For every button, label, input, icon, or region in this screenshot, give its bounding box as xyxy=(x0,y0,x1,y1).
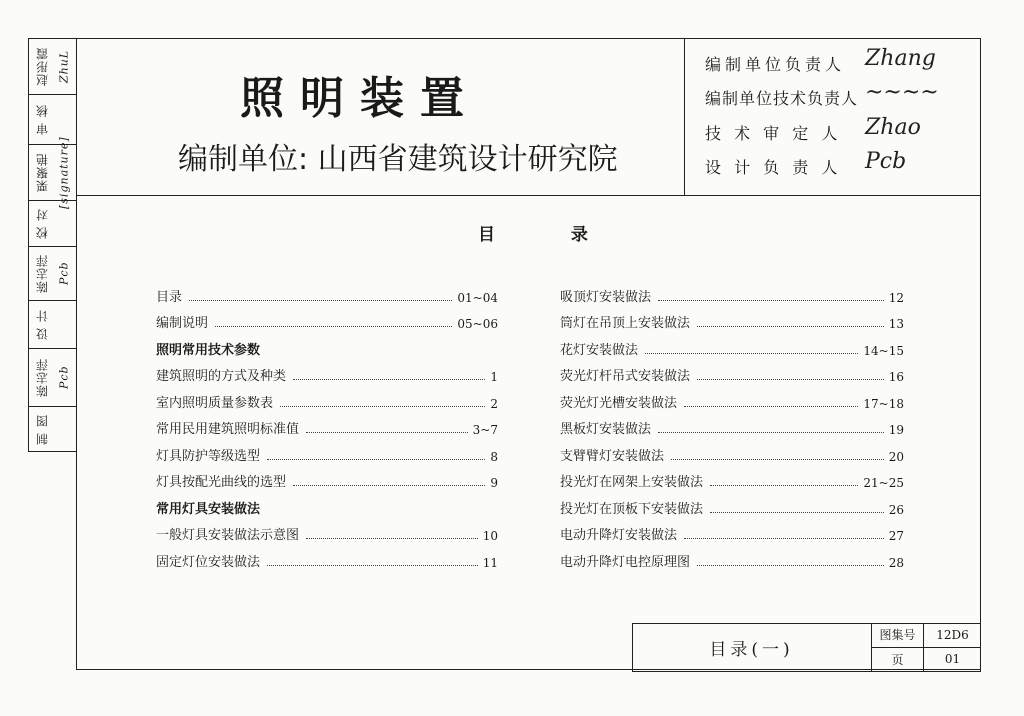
toc-entry-title: 投光灯在网架上安装做法 xyxy=(560,471,707,490)
signature-row xyxy=(29,301,77,349)
responsibility-label: 编制单位负责人 xyxy=(705,55,846,74)
toc-entry-title: 黑板灯安装做法 xyxy=(560,418,655,437)
toc-leader-dots xyxy=(189,300,452,301)
toc-leader-dots xyxy=(684,406,858,407)
toc-leader-dots xyxy=(710,485,858,486)
toc-entry[interactable] xyxy=(560,437,904,464)
toc-entry-page: 10 xyxy=(482,529,498,543)
toc-entry-page: 13 xyxy=(888,317,904,331)
signature-row xyxy=(29,247,77,301)
toc-entry-title: 支臂臂灯安装做法 xyxy=(560,445,668,464)
toc-leader-dots xyxy=(658,432,884,433)
toc-heading xyxy=(478,220,598,245)
toc-entry-page: 14~15 xyxy=(863,343,904,358)
toc-entry-page: 05~06 xyxy=(457,317,498,331)
toc-entry-page: 1 xyxy=(490,370,498,384)
toc-entry-title: 常用民用建筑照明标准值 xyxy=(156,418,303,437)
signature-row xyxy=(29,201,77,247)
toc-entry-page: 11 xyxy=(482,555,498,570)
signature-row xyxy=(29,136,77,209)
toc-entry[interactable] xyxy=(156,305,498,332)
toc-leader-dots xyxy=(658,300,884,301)
toc-entry[interactable] xyxy=(156,411,498,438)
toc-entry[interactable] xyxy=(156,278,498,305)
toc-entry-page: 19 xyxy=(888,423,904,437)
toc-entry[interactable] xyxy=(156,517,498,544)
atlas-number-value: 12D6 xyxy=(924,623,981,648)
toc-entry-title: 常用灯具安装做法 xyxy=(156,498,264,517)
toc-entry[interactable] xyxy=(560,517,904,544)
sheet-name: 目录(一) xyxy=(632,623,872,672)
toc-entry-page: 8 xyxy=(490,449,498,464)
responsibility-row xyxy=(705,115,975,149)
signature-row-label: 栗聚艳 xyxy=(35,153,50,192)
toc-entry-page: 3~7 xyxy=(472,423,498,437)
toc-entry-title: 灯具按配光曲线的选型 xyxy=(156,471,290,490)
responsibility-label: 技 术 审 定 人 xyxy=(705,124,842,143)
signature-row-sign xyxy=(53,407,75,453)
toc-right-column xyxy=(560,278,904,570)
toc-heading-char-1: 目 xyxy=(478,225,495,245)
toc-entry[interactable] xyxy=(156,543,498,570)
toc-entry[interactable] xyxy=(156,384,498,411)
signature-row-sign: Pcb xyxy=(57,365,71,390)
responsibility-signature: Pcb xyxy=(865,149,907,174)
toc-leader-dots xyxy=(684,538,884,539)
toc-entry-page: 28 xyxy=(888,555,904,570)
compiling-organization: 编制单位: 山西省建筑设计研究院 xyxy=(178,142,618,177)
responsibility-row xyxy=(705,149,975,183)
toc-left-column xyxy=(156,278,498,570)
signature-row-sign xyxy=(53,301,75,348)
toc-entry-title: 照明常用技术参数 xyxy=(156,339,264,358)
header-divider xyxy=(76,195,981,196)
toc-entry-title: 花灯安装做法 xyxy=(560,339,642,358)
toc-leader-dots xyxy=(697,326,884,327)
toc-entry-page: 12 xyxy=(888,290,904,305)
toc-leader-dots xyxy=(671,459,884,460)
toc-entry-title: 一般灯具安装做法示意图 xyxy=(156,524,303,543)
toc-entry-page: 27 xyxy=(888,529,904,543)
toc-leader-dots xyxy=(306,538,478,539)
toc-entry[interactable] xyxy=(560,358,904,385)
toc-entry-title: 吸顶灯安装做法 xyxy=(560,286,655,305)
toc-entry[interactable] xyxy=(560,278,904,305)
toc-entry-title: 荧光灯杆吊式安装做法 xyxy=(560,365,694,384)
toc-leader-dots xyxy=(306,432,468,433)
toc-leader-dots xyxy=(267,459,485,460)
page-number: 01 xyxy=(944,652,961,667)
toc-leader-dots xyxy=(645,353,858,354)
responsibility-label: 编制单位技术负责人 xyxy=(705,89,859,108)
toc-entry-page: 9 xyxy=(490,476,498,490)
toc-entry[interactable] xyxy=(156,358,498,385)
responsibility-signature: ~~~~ xyxy=(865,80,939,105)
toc-entry[interactable] xyxy=(560,331,904,358)
toc-entry[interactable] xyxy=(156,437,498,464)
toc-entry[interactable] xyxy=(560,490,904,517)
signature-row-sign: Pcb xyxy=(57,261,71,286)
toc-entry-title: 灯具防护等级选型 xyxy=(156,445,264,464)
toc-entry-page: 21~25 xyxy=(863,476,904,490)
toc-leader-dots xyxy=(215,326,452,327)
toc-entry-title: 筒灯在吊顶上安装做法 xyxy=(560,312,694,331)
toc-section-heading xyxy=(156,490,498,517)
page-title: 照明装置 xyxy=(240,73,480,124)
toc-entry[interactable] xyxy=(156,464,498,491)
toc-leader-dots xyxy=(267,565,478,566)
toc-entry-page: 20 xyxy=(888,449,904,464)
signature-row-label: 校 对 xyxy=(35,208,50,239)
responsibility-label: 设 计 负 责 人 xyxy=(705,158,842,177)
responsibility-row xyxy=(705,80,975,114)
responsibility-row xyxy=(705,46,975,80)
signature-row xyxy=(29,39,77,95)
toc-entry-page: 16 xyxy=(888,370,904,384)
toc-entry-title: 室内照明质量参数表 xyxy=(156,392,277,411)
toc-section-heading xyxy=(156,331,498,358)
toc-entry-title: 建筑照明的方式及种类 xyxy=(156,365,290,384)
toc-leader-dots xyxy=(293,379,485,380)
atlas-number-label: 图集号 xyxy=(872,623,924,648)
signature-row-label: 制 图 xyxy=(35,414,50,446)
signature-row-sign: [signature] xyxy=(57,136,71,209)
signature-row-sign xyxy=(53,201,75,246)
signature-row-sign: ZhuL xyxy=(57,49,71,84)
toc-entry-title: 目录 xyxy=(156,286,186,305)
responsibility-signature: Zhang xyxy=(865,46,936,71)
signature-row-label: 审 核 xyxy=(35,104,50,135)
toc-entry[interactable] xyxy=(560,543,904,570)
signature-row-label: 陈志萍 xyxy=(35,254,50,293)
toc-entry-title: 固定灯位安装做法 xyxy=(156,551,264,570)
toc-entry[interactable] xyxy=(560,384,904,411)
signature-row-label: 陈志萍 xyxy=(35,358,50,397)
toc-entry[interactable] xyxy=(560,305,904,332)
toc-entry-title: 编制说明 xyxy=(156,312,212,331)
toc-entry[interactable] xyxy=(560,411,904,438)
signature-row xyxy=(29,407,77,453)
toc-leader-dots xyxy=(697,565,884,566)
toc-leader-dots xyxy=(710,512,884,513)
toc-entry[interactable] xyxy=(560,464,904,491)
toc-leader-dots xyxy=(697,379,884,380)
signature-row-label: 设 计 xyxy=(35,309,50,340)
responsibility-signature: Zhao xyxy=(865,115,921,140)
toc-leader-dots xyxy=(293,485,485,486)
page-label: 页 xyxy=(872,647,924,672)
toc-entry-page: 26 xyxy=(888,502,904,517)
signature-row-label: 赵彤霞 xyxy=(35,47,50,86)
toc-entry-page: 01~04 xyxy=(457,290,498,305)
toc-entry-title: 投光灯在顶板下安装做法 xyxy=(560,498,707,517)
toc-heading-char-2: 录 xyxy=(570,225,588,245)
signature-row xyxy=(29,349,77,407)
toc-entry-page: 2 xyxy=(490,396,498,411)
toc-entry-page: 17~18 xyxy=(863,396,904,411)
toc-entry-title: 荧光灯光槽安装做法 xyxy=(560,392,681,411)
toc-entry-title: 电动升降灯电控原理图 xyxy=(560,551,694,570)
signature-strip xyxy=(28,38,76,452)
toc-leader-dots xyxy=(280,406,485,407)
toc-entry-title: 电动升降灯安装做法 xyxy=(560,524,681,543)
responsibility-block xyxy=(684,38,981,196)
